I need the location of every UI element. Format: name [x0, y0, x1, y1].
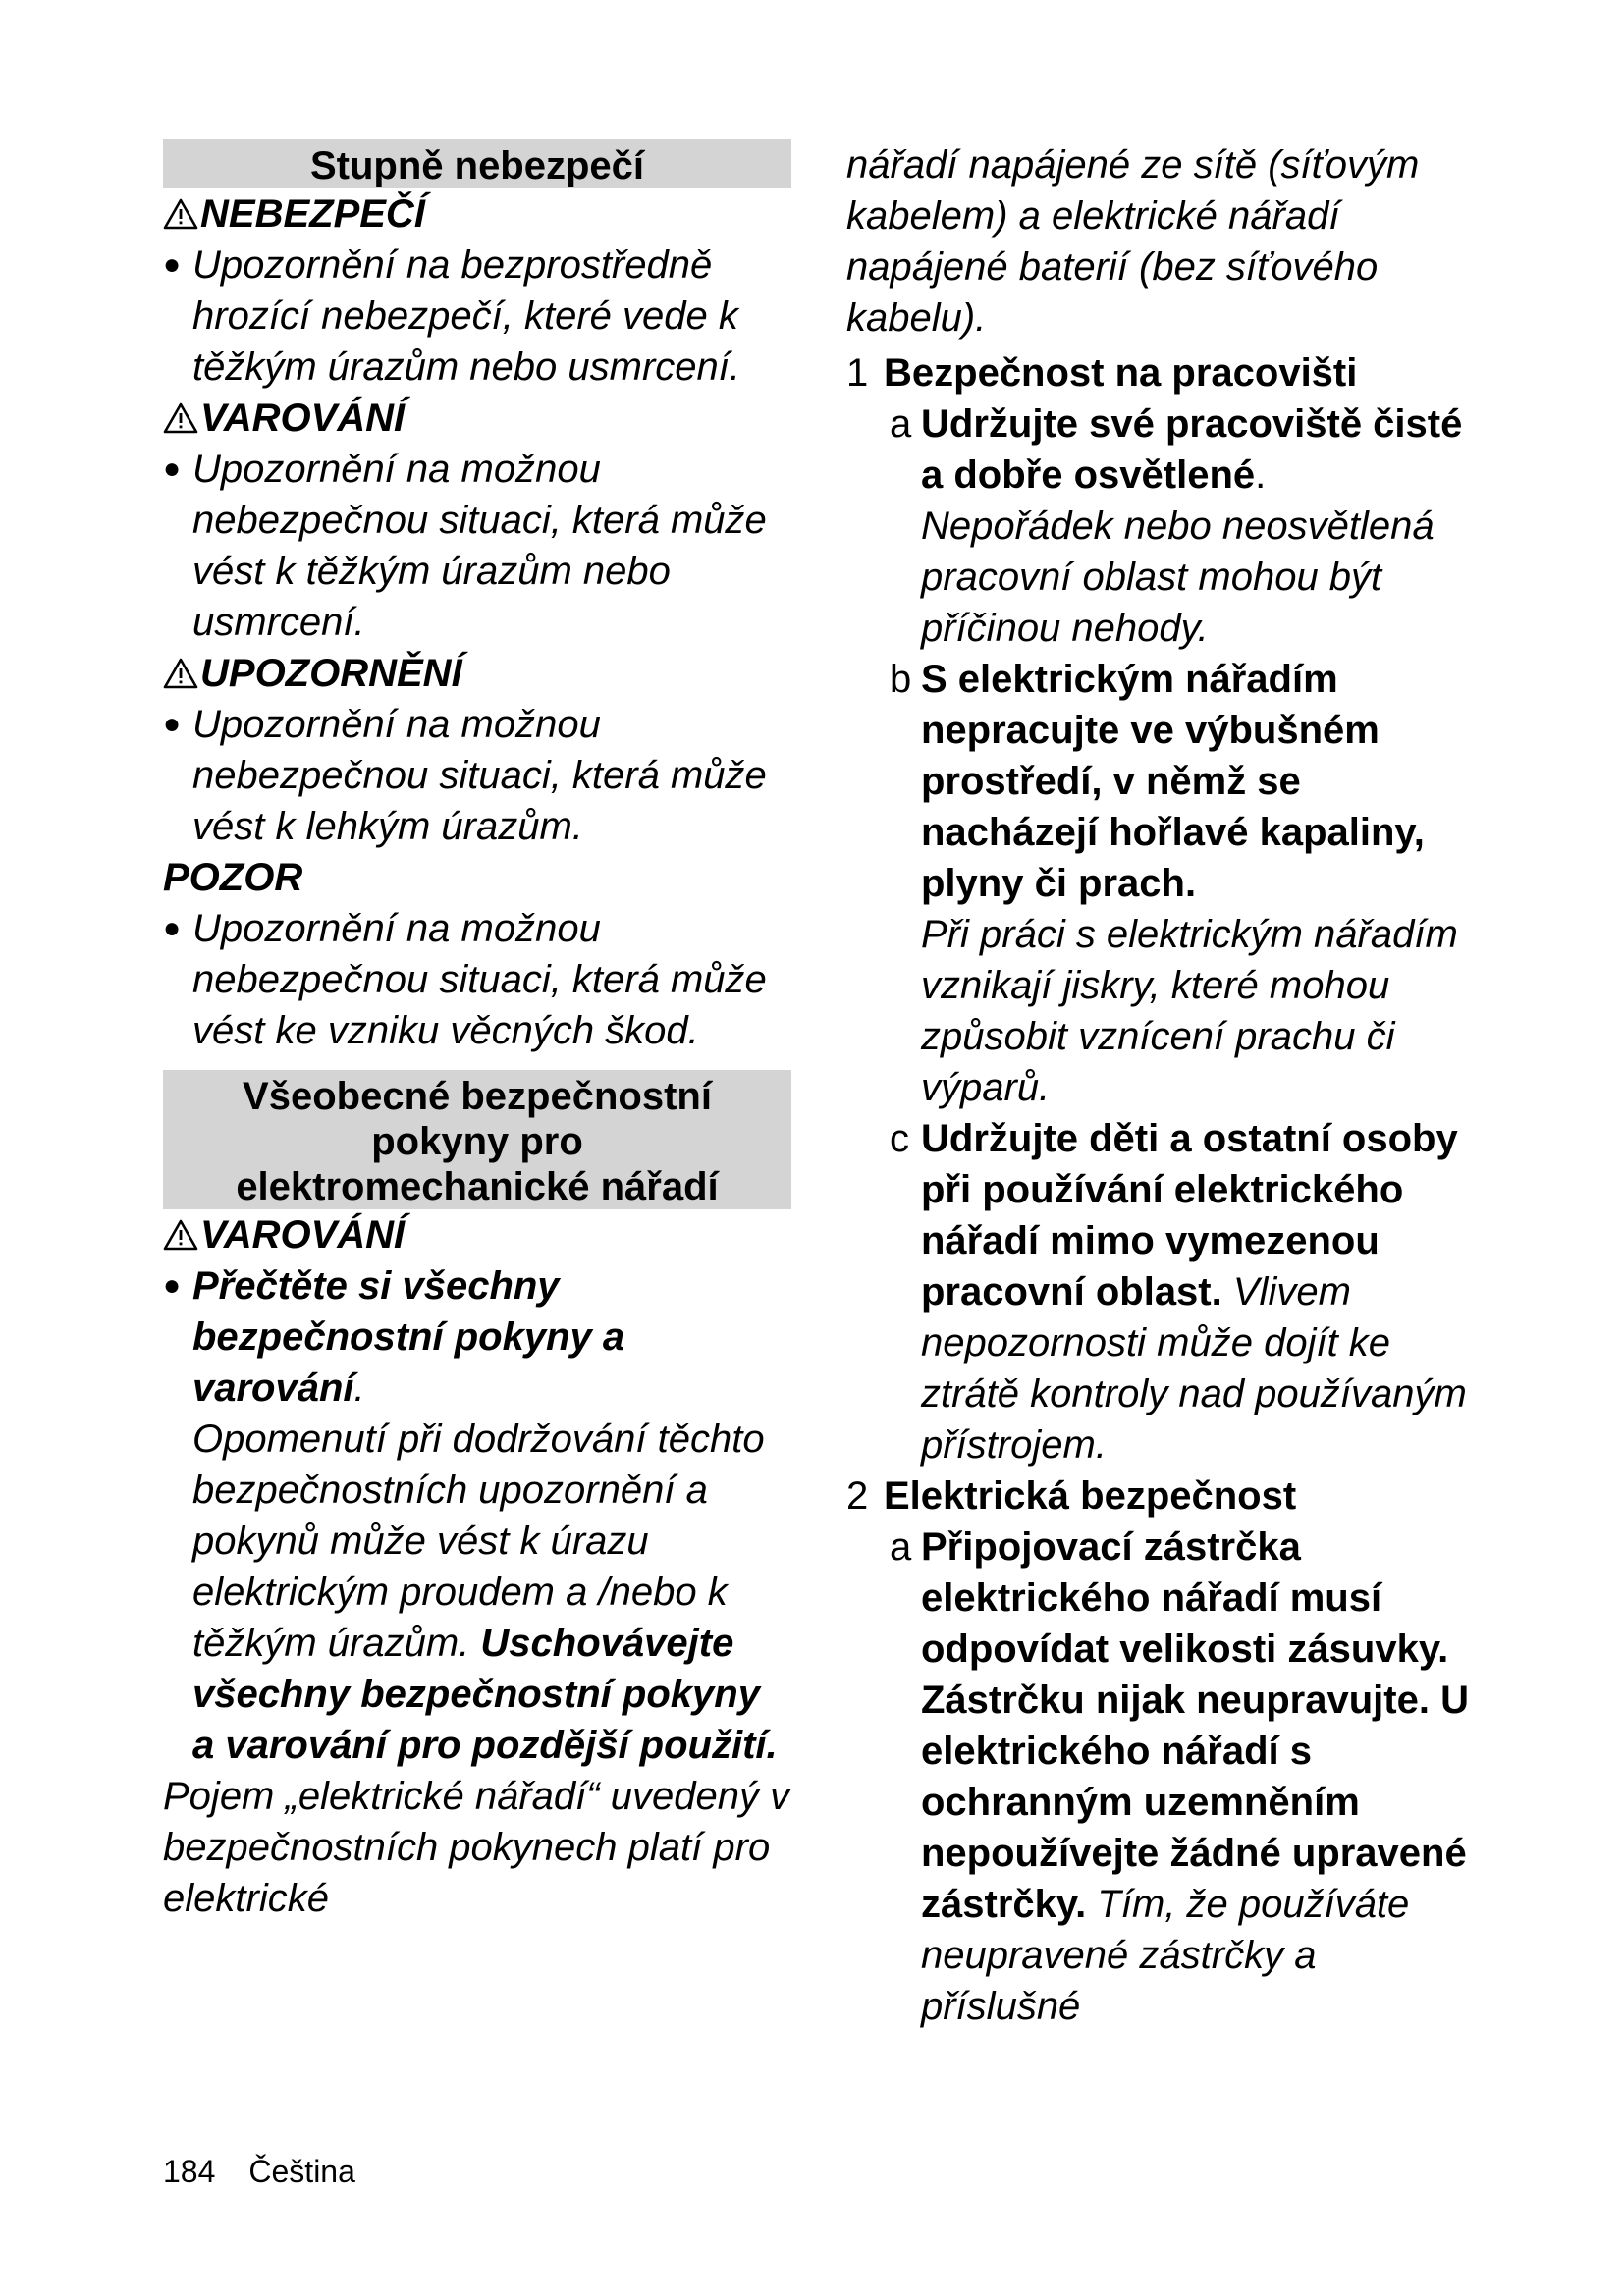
warning-triangle-icon — [163, 198, 198, 230]
item-1a: a Udržujte své pracoviště čisté a dobře osvětlené. Nepořádek nebo neosvětlená pracovní oblast mohou být příčinou nehody. — [890, 402, 1463, 650]
item-1c: c Udržujte děti a ostatní osoby při používání elektrického nářadí mimo vymezenou pracovní oblast. Vlivem nepozornosti může dojít ke ztrátě kontroly nad používaným přístrojem. — [890, 1117, 1467, 1467]
power-tool-term-paragraph: Pojem „elektrické nářadí“ uvedený v bezpečnostních pokynech platí pro elektrické — [163, 1775, 790, 1920]
heading-general-safety-line3: elektromechanické nářadí — [236, 1165, 719, 1208]
read-instructions-item: ● Přečtěte si všechny bezpečnostní pokyny a varování. Opomenutí při dodržování těchto bezpečnostních upozornění a pokynů může vést k úrazu elektrickým proudem a /nebo k těžkým úrazům. Uschovávejte všechny bezpečnostní pokyny a varování pro pozdější použití. — [163, 1260, 791, 1771]
warning-label-2: VAROVÁNÍ — [163, 1209, 791, 1260]
caution-description: ● Upozornění na možnou nebezpečnou situaci, která může vést k lehkým úrazům. — [163, 699, 791, 852]
warning-label: VAROVÁNÍ — [163, 393, 791, 444]
heading-hazard-levels: Stupně nebezpečí — [163, 139, 791, 188]
footer-language: Čeština — [248, 2154, 355, 2189]
warning-triangle-icon — [163, 658, 198, 689]
heading-general-safety-line1: Všeobecné bezpečnostní — [243, 1075, 712, 1118]
warning-triangle-icon — [163, 402, 198, 434]
danger-description: ● Upozornění na bezprostředně hrozící nebezpečí, které vede k těžkým úrazům nebo usmrcení. — [163, 240, 791, 393]
continued-paragraph: nářadí napájené ze sítě (síťovým kabelem) a elektrické nářadí napájené baterií (bez síťového kabelu). — [846, 143, 1420, 340]
section-2-electrical-safety: 2 Elektrická bezpečnost — [846, 1474, 1297, 1518]
page-footer — [163, 2152, 355, 2191]
right-column — [846, 139, 1485, 2032]
caution-label: UPOZORNĚNÍ — [163, 648, 791, 699]
warning-triangle-icon — [163, 1219, 198, 1251]
warning-description: ● Upozornění na možnou nebezpečnou situaci, která může vést k těžkým úrazům nebo usmrcení. — [163, 444, 791, 648]
page-number: 184 — [163, 2154, 216, 2189]
item-1b: b S elektrickým nářadím nepracujte ve výbušném prostředí, v němž se nacházejí hořlavé kapaliny, plyny či prach. Při práci s elektrickým nářadím vznikají jiskry, které mohou způsobit vznícení prachu či výparů. — [890, 658, 1458, 1109]
danger-label: NEBEZPEČÍ — [163, 188, 791, 240]
left-column — [163, 139, 791, 1924]
notice-description: ● Upozornění na možnou nebezpečnou situaci, která může vést ke vzniku věcných škod. — [163, 903, 791, 1056]
item-2a: a Připojovací zástrčka elektrického nářadí musí odpovídat velikosti zásuvky. Zástrčku nijak neupravujte. U elektrického nářadí s ochranným uzemněním nepoužívejte žádné upravené zástrčky. Tím, že používáte neupravené zástrčky a příslušné — [890, 1525, 1469, 2028]
heading-general-safety-line2: pokyny pro — [371, 1120, 583, 1163]
heading-general-safety — [163, 1070, 791, 1209]
section-1-work-area-safety: 1 Bezpečnost na pracovišti — [846, 351, 1358, 395]
notice-label: POZOR — [163, 856, 303, 899]
